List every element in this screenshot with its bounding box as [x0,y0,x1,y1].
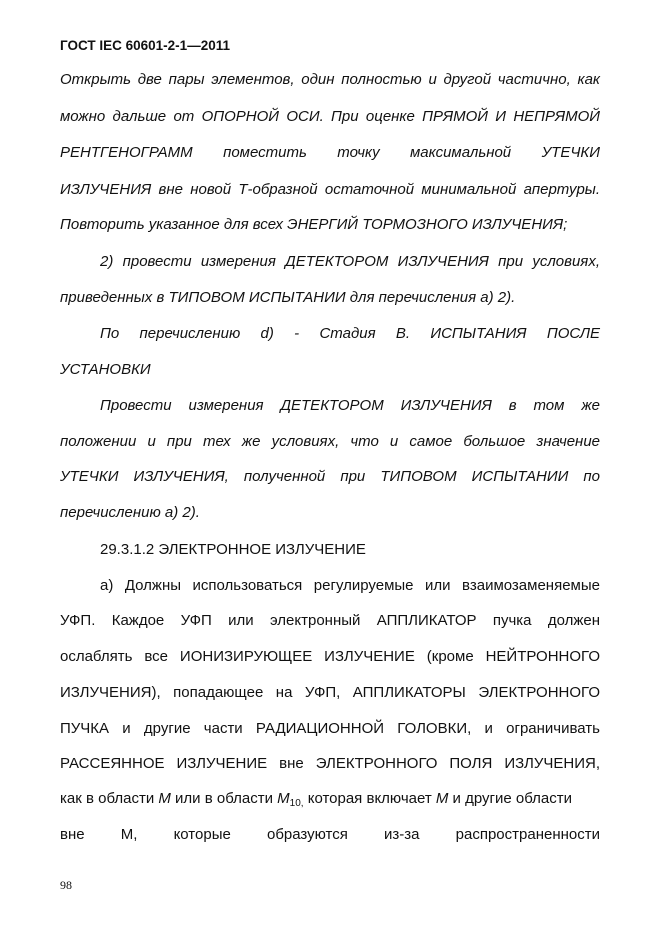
text-line: По перечислению d) - Стадия В. ИСПЫТАНИЯ ПОСЛЕ [100,325,600,342]
text-line: УСТАНОВКИ [60,361,151,378]
text-line: УТЕЧКИ ИЗЛУЧЕНИЯ, полученной при ТИПОВОМ ИСПЫТАНИИ по [60,468,600,485]
text-line: приведенных в ТИПОВОМ ИСПЫТАНИИ для перечисления а) 2). [60,289,516,306]
text-line: можно дальше от ОПОРНОЙ ОСИ. При оценке ПРЯМОЙ И НЕПРЯМОЙ [60,108,600,125]
text-line: перечислению а) 2). [60,504,200,521]
document-header: ГОСТ IEC 60601-2-1—2011 [60,38,230,53]
text-line: РЕНТГЕНОГРАММ поместить точку максимальной УТЕЧКИ [60,144,600,161]
text-line: ИЗЛУЧЕНИЯ), попадающее на УФП, АППЛИКАТОРЫ ЭЛЕКТРОННОГО [60,684,600,701]
text-line: вне М, которые образуются из-за распространенности [60,826,600,843]
text-line: РАССЕЯННОЕ ИЗЛУЧЕНИЕ вне ЭЛЕКТРОННОГО ПОЛЯ ИЗЛУЧЕНИЯ, [60,755,600,772]
text-line: положении и при тех же условиях, что и самое большое значение [60,433,600,450]
text-line: ИЗЛУЧЕНИЯ вне новой Т-образной остаточной минимальной апертуры. [60,181,600,198]
section-heading: 29.3.1.2 ЭЛЕКТРОННОЕ ИЗЛУЧЕНИЕ [100,541,366,558]
text-line: ПУЧКА и другие части РАДИАЦИОННОЙ ГОЛОВКИ, и ограничивать [60,720,600,737]
text-line: Открыть две пары элементов, один полностью и другой частично, как [60,71,600,88]
page-number: 98 [60,878,72,892]
text-line-with-subscript: как в области М или в области $М_{10,}$ которая включает М и другие области [60,790,572,809]
text-line: УФП. Каждое УФП или электронный АППЛИКАТОР пучка должен [60,612,600,629]
text-line: а) Должны использоваться регулируемые или взаимозаменяемые [100,577,600,594]
text-line: Провести измерения ДЕТЕКТОРОМ ИЗЛУЧЕНИЯ в том же [100,397,600,414]
text-line: Повторить указанное для всех ЭНЕРГИЙ ТОРМОЗНОГО ИЗЛУЧЕНИЯ; [60,216,568,233]
text-line: ослаблять все ИОНИЗИРУЮЩЕЕ ИЗЛУЧЕНИЕ (кроме НЕЙТРОННОГО [60,648,600,665]
text-line: 2) провести измерения ДЕТЕКТОРОМ ИЗЛУЧЕНИЯ при условиях, [100,253,600,270]
